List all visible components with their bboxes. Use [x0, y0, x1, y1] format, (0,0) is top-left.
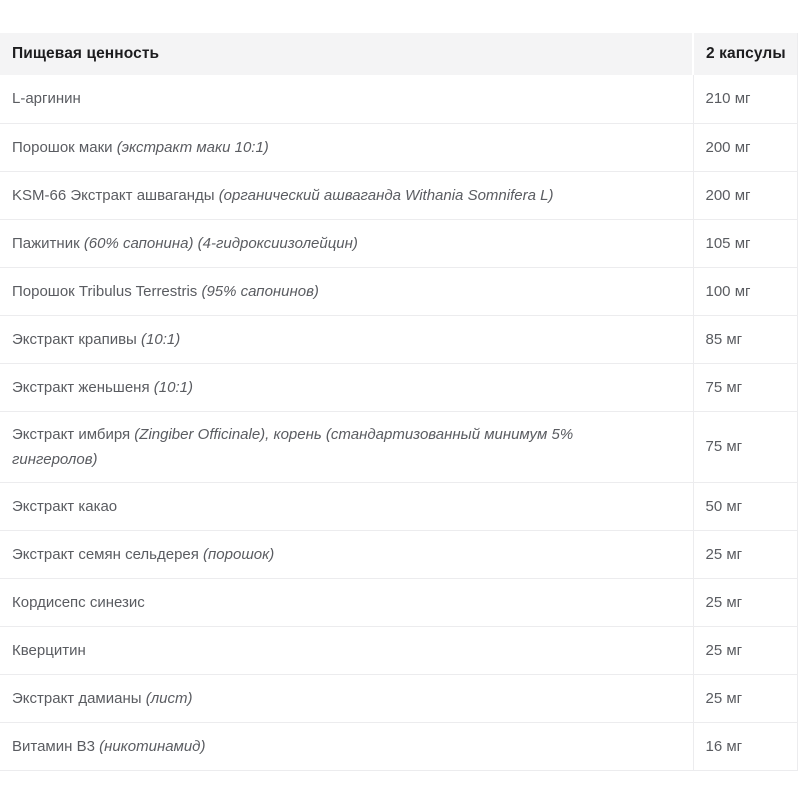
- ingredient-name: Экстракт дамианы: [12, 689, 146, 707]
- ingredient-amount: 200 мг: [693, 123, 797, 171]
- ingredient-amount: 85 мг: [693, 315, 797, 363]
- table-row: [0, 411, 797, 482]
- ingredient-name: Кверцитин: [12, 641, 86, 659]
- ingredient-cell: [0, 482, 693, 530]
- ingredient-name: L-аргинин: [12, 90, 81, 108]
- ingredient-cell: [0, 722, 693, 770]
- ingredient-cell: [0, 171, 693, 219]
- ingredient-amount: 25 мг: [693, 674, 797, 722]
- ingredient-amount: 210 мг: [693, 75, 797, 123]
- ingredient-cell: [0, 75, 693, 123]
- ingredient-detail: (10:1): [141, 330, 181, 348]
- ingredient-detail: (Zingiber Officinale), корень (стандартизованный минимум 5% гингеролов): [12, 425, 574, 468]
- ingredient-detail: (10:1): [153, 378, 193, 396]
- ingredient-amount: 75 мг: [693, 411, 797, 482]
- table-row: [0, 267, 797, 315]
- ingredient-cell: [0, 219, 693, 267]
- ingredient-amount: 25 мг: [693, 626, 797, 674]
- ingredient-name: Витамин B3: [12, 737, 100, 755]
- table-row: [0, 219, 797, 267]
- table-row: [0, 722, 797, 770]
- table-row: [0, 578, 797, 626]
- ingredient-name: Экстракт какао: [12, 497, 118, 515]
- column-header-nutrition-value: Пищевая ценность: [0, 33, 693, 75]
- table-row: [0, 123, 797, 171]
- ingredient-name: Экстракт женьшеня: [12, 378, 154, 396]
- ingredient-name: Порошок маки: [12, 138, 117, 156]
- table-row: [0, 75, 797, 123]
- table-row: [0, 171, 797, 219]
- ingredient-detail: (никотинамид): [99, 737, 206, 755]
- ingredient-amount: 25 мг: [693, 578, 797, 626]
- ingredient-cell: [0, 315, 693, 363]
- ingredient-name: Экстракт крапивы: [12, 330, 142, 348]
- ingredient-detail: (95% сапонинов): [201, 282, 319, 300]
- table-row: [0, 674, 797, 722]
- table-row: [0, 626, 797, 674]
- ingredient-detail: (60% сапонина) (4-гидроксиизолейцин): [83, 234, 358, 252]
- ingredient-cell: [0, 363, 693, 411]
- ingredient-cell: [0, 123, 693, 171]
- ingredient-amount: 75 мг: [693, 363, 797, 411]
- ingredient-cell: [0, 674, 693, 722]
- ingredient-amount: 200 мг: [693, 171, 797, 219]
- ingredient-cell: [0, 578, 693, 626]
- column-header-serving-size: 2 капсулы: [693, 33, 797, 75]
- ingredient-amount: 100 мг: [693, 267, 797, 315]
- ingredient-amount: 25 мг: [693, 530, 797, 578]
- ingredient-detail: (лист): [145, 689, 193, 707]
- ingredient-cell: [0, 267, 693, 315]
- ingredient-cell: [0, 626, 693, 674]
- ingredient-name: Экстракт имбиря: [12, 425, 135, 443]
- ingredient-detail: (экстракт маки 10:1): [116, 138, 269, 156]
- table-body: [0, 75, 797, 770]
- ingredient-amount: 50 мг: [693, 482, 797, 530]
- nutrition-table: [0, 33, 798, 771]
- ingredient-name: Порошок Tribulus Terrestris: [12, 282, 202, 300]
- table-row: [0, 530, 797, 578]
- table-row: [0, 363, 797, 411]
- ingredient-detail: (порошок): [203, 545, 275, 563]
- ingredient-name: Пажитник: [12, 234, 84, 252]
- table-header-row: [0, 33, 797, 75]
- table-row: [0, 315, 797, 363]
- table-row: [0, 482, 797, 530]
- ingredient-cell: [0, 411, 693, 482]
- ingredient-name: Экстракт семян сельдерея: [12, 545, 204, 563]
- ingredient-name: Кордисепс синезис: [12, 593, 145, 611]
- ingredient-amount: 105 мг: [693, 219, 797, 267]
- ingredient-name: KSM-66 Экстракт ашваганды: [12, 186, 219, 204]
- ingredient-cell: [0, 530, 693, 578]
- ingredient-detail: (органический ашваганда Withania Somnifera L): [218, 186, 554, 204]
- ingredient-amount: 16 мг: [693, 722, 797, 770]
